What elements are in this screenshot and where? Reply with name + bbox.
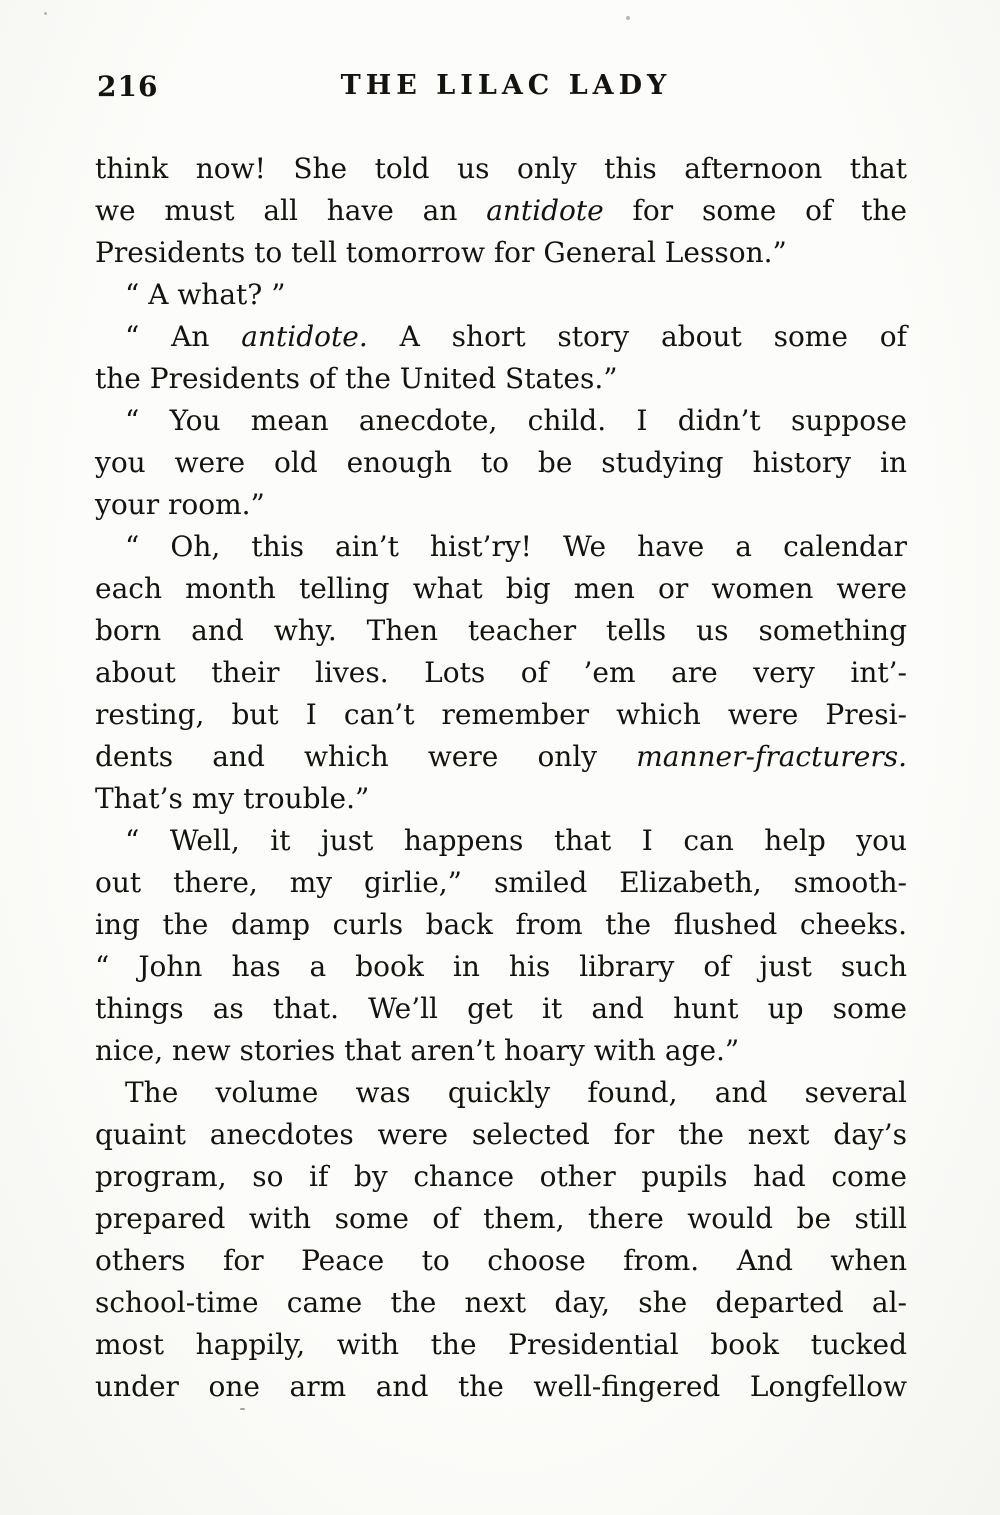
body-text: “ A what? ” bbox=[125, 278, 286, 311]
text-line bbox=[95, 316, 907, 358]
text-line bbox=[95, 652, 907, 694]
scan-speck bbox=[44, 12, 47, 15]
text-line bbox=[95, 778, 907, 820]
text-line bbox=[95, 988, 907, 1030]
paragraph bbox=[95, 148, 907, 274]
body-text: That’s my trouble.” bbox=[95, 782, 370, 815]
text-line bbox=[95, 1240, 907, 1282]
text-line bbox=[95, 1198, 907, 1240]
body-text: we must all have an bbox=[95, 194, 487, 227]
italic-text: antidote. bbox=[241, 320, 368, 353]
body-text: “ John has a book in his library of just such bbox=[95, 950, 907, 983]
text-line bbox=[95, 610, 907, 652]
body-text: the Presidents of the United States.” bbox=[95, 362, 618, 395]
body-text: others for Peace to choose from. And when bbox=[95, 1244, 907, 1277]
text-line bbox=[95, 358, 907, 400]
italic-text: manner-fracturers. bbox=[636, 740, 907, 773]
body-text: each month telling what big men or women were bbox=[95, 572, 907, 605]
body-text: nice, new stories that aren’t hoary with age.” bbox=[95, 1034, 740, 1067]
body-text: you were old enough to be studying history in bbox=[95, 446, 907, 479]
paragraph bbox=[95, 526, 907, 820]
text-line bbox=[95, 904, 907, 946]
text-line bbox=[95, 232, 907, 274]
text-line bbox=[95, 1030, 907, 1072]
text-line bbox=[95, 736, 907, 778]
body-text: “ An bbox=[125, 320, 242, 353]
text-line bbox=[95, 862, 907, 904]
body-text: ing the damp curls back from the flushed cheeks. bbox=[95, 908, 907, 941]
body-text: your room.” bbox=[95, 488, 265, 521]
text-line bbox=[95, 400, 907, 442]
body-text: think now! She told us only this afternoon that bbox=[95, 152, 907, 185]
italic-text: antidote bbox=[486, 194, 604, 227]
text-line bbox=[95, 1366, 907, 1408]
text-line bbox=[95, 274, 907, 316]
body-text: Presidents to tell tomorrow for General Lesson.” bbox=[95, 236, 787, 269]
body-text: resting, but I can’t remember which were Presi- bbox=[95, 698, 907, 731]
body-text: out there, my girlie,” smiled Elizabeth, smooth- bbox=[95, 866, 907, 899]
text-line bbox=[95, 694, 907, 736]
body-text: “ Oh, this ain’t hist’ry! We have a calendar bbox=[125, 530, 907, 563]
running-header bbox=[95, 70, 907, 104]
paragraph bbox=[95, 1072, 907, 1408]
text-line bbox=[95, 568, 907, 610]
paragraph bbox=[95, 820, 907, 1072]
text-line bbox=[95, 442, 907, 484]
body-text: things as that. We’ll get it and hunt up some bbox=[95, 992, 907, 1025]
text-line bbox=[95, 1282, 907, 1324]
body-text: The volume was quickly found, and several bbox=[125, 1076, 907, 1109]
body-text: quaint anecdotes were selected for the next day’s bbox=[95, 1118, 907, 1151]
paragraph bbox=[95, 316, 907, 400]
page-content bbox=[95, 70, 907, 1408]
text-line bbox=[95, 1114, 907, 1156]
text-line bbox=[95, 1324, 907, 1366]
text-line bbox=[95, 820, 907, 862]
paragraph bbox=[95, 274, 907, 316]
body-text: A short story about some of bbox=[367, 320, 908, 353]
text-line bbox=[95, 1072, 907, 1114]
text-line bbox=[95, 148, 907, 190]
body-text: most happily, with the Presidential book tucked bbox=[95, 1328, 907, 1361]
scan-speck bbox=[626, 16, 630, 20]
body-text: born and why. Then teacher tells us something bbox=[95, 614, 907, 647]
scan-speck bbox=[240, 1408, 245, 1410]
body-text: “ Well, it just happens that I can help you bbox=[125, 824, 907, 857]
running-title: THE LILAC LADY bbox=[340, 70, 672, 101]
body-text: for some of the bbox=[603, 194, 907, 227]
page-number: 216 bbox=[97, 70, 159, 103]
text-line bbox=[95, 526, 907, 568]
body-text: “ You mean anecdote, child. I didn’t suppose bbox=[125, 404, 907, 437]
text-line bbox=[95, 190, 907, 232]
text-line bbox=[95, 946, 907, 988]
body-text: dents and which were only bbox=[95, 740, 637, 773]
text-block bbox=[95, 148, 907, 1408]
body-text: under one arm and the well-fingered Longfellow bbox=[95, 1370, 907, 1403]
text-line bbox=[95, 484, 907, 526]
body-text: about their lives. Lots of ’em are very int’- bbox=[95, 656, 907, 689]
body-text: school-time came the next day, she departed al- bbox=[95, 1286, 907, 1319]
body-text: program, so if by chance other pupils had come bbox=[95, 1160, 907, 1193]
paragraph bbox=[95, 400, 907, 526]
text-line bbox=[95, 1156, 907, 1198]
body-text: prepared with some of them, there would be still bbox=[95, 1202, 907, 1235]
